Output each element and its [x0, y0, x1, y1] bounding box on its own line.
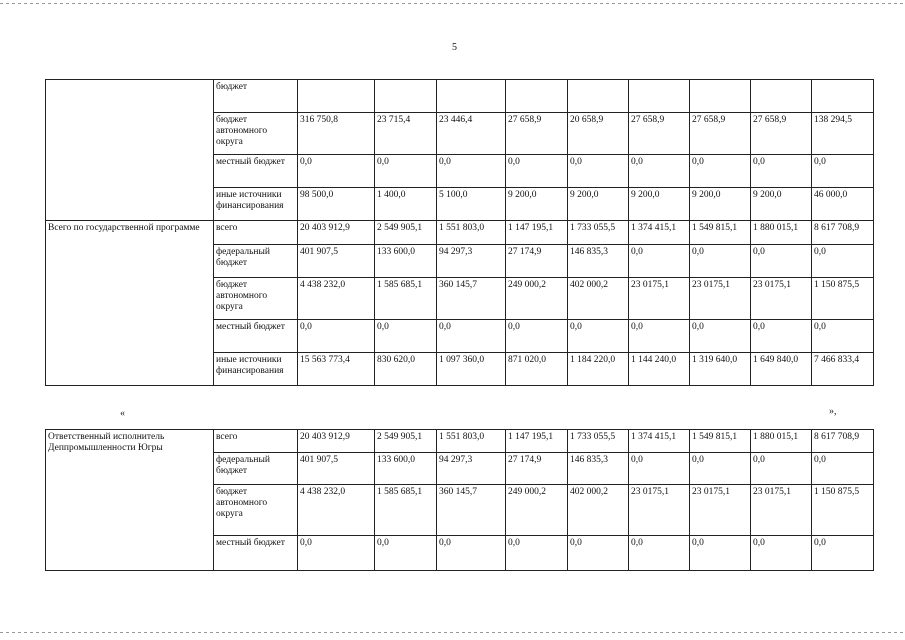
value-cell: 0,0: [751, 155, 812, 188]
value-cell: 1 147 195,1: [506, 430, 568, 453]
value-cell: 27 658,9: [506, 113, 568, 155]
value-cell: 0,0: [298, 536, 375, 571]
value-cell: 1 400,0: [375, 188, 437, 221]
value-cell: 0,0: [629, 245, 690, 278]
value-cell: 8 617 708,9: [812, 430, 874, 453]
value-cell: 2 549 905,1: [375, 430, 437, 453]
group-cell: Ответственный исполнитель Деппромышленности Югры: [46, 430, 214, 571]
value-cell: 360 145,7: [437, 278, 506, 320]
value-cell: 0,0: [568, 320, 629, 353]
budget-table-1: [45, 79, 874, 386]
value-cell: 1 649 840,0: [751, 353, 812, 386]
funding-source-cell: федеральный бюджет: [214, 453, 298, 485]
value-cell: 0,0: [629, 155, 690, 188]
value-cell: 360 145,7: [437, 485, 506, 536]
funding-source-cell: местный бюджет: [214, 536, 298, 571]
value-cell: 146 835,3: [568, 245, 629, 278]
value-cell: 23 0175,1: [690, 485, 751, 536]
value-cell: [437, 80, 506, 113]
budget-table-2: [45, 429, 874, 571]
value-cell: 0,0: [812, 453, 874, 485]
value-cell: 0,0: [812, 245, 874, 278]
value-cell: 1 733 055,5: [568, 221, 629, 245]
value-cell: 9 200,0: [751, 188, 812, 221]
value-cell: 1 585 685,1: [375, 278, 437, 320]
value-cell: 27 658,9: [690, 113, 751, 155]
value-cell: 20 403 912,9: [298, 221, 375, 245]
value-cell: 401 907,5: [298, 245, 375, 278]
value-cell: 1 549 815,1: [690, 221, 751, 245]
value-cell: 4 438 232,0: [298, 278, 375, 320]
value-cell: 0,0: [690, 536, 751, 571]
value-cell: 1 144 240,0: [629, 353, 690, 386]
value-cell: 1 097 360,0: [437, 353, 506, 386]
funding-source-cell: всего: [214, 221, 298, 245]
value-cell: [568, 80, 629, 113]
scan-border-top: [0, 3, 905, 4]
value-cell: 98 500,0: [298, 188, 375, 221]
funding-source-cell: местный бюджет: [214, 155, 298, 188]
value-cell: 0,0: [690, 453, 751, 485]
value-cell: 133 600,0: [375, 245, 437, 278]
value-cell: 1 150 875,5: [812, 278, 874, 320]
value-cell: 23 0175,1: [751, 278, 812, 320]
value-cell: 23 715,4: [375, 113, 437, 155]
group-cell: Всего по государственной программе: [46, 221, 214, 386]
value-cell: [298, 80, 375, 113]
funding-source-cell: местный бюджет: [214, 320, 298, 353]
value-cell: 27 174,9: [506, 245, 568, 278]
value-cell: 0,0: [751, 320, 812, 353]
value-cell: [506, 80, 568, 113]
value-cell: 9 200,0: [506, 188, 568, 221]
value-cell: 0,0: [568, 536, 629, 571]
value-cell: 0,0: [437, 536, 506, 571]
group-cell: [46, 80, 214, 221]
value-cell: 0,0: [375, 320, 437, 353]
value-cell: 0,0: [690, 155, 751, 188]
value-cell: 1 319 640,0: [690, 353, 751, 386]
value-cell: 830 620,0: [375, 353, 437, 386]
value-cell: 0,0: [298, 320, 375, 353]
value-cell: 0,0: [812, 320, 874, 353]
value-cell: [375, 80, 437, 113]
value-cell: [751, 80, 812, 113]
value-cell: 401 907,5: [298, 453, 375, 485]
value-cell: 1 549 815,1: [690, 430, 751, 453]
value-cell: 0,0: [812, 155, 874, 188]
value-cell: 402 000,2: [568, 278, 629, 320]
value-cell: 0,0: [751, 245, 812, 278]
value-cell: 7 466 833,4: [812, 353, 874, 386]
value-cell: 0,0: [375, 536, 437, 571]
value-cell: 23 446,4: [437, 113, 506, 155]
value-cell: [812, 80, 874, 113]
funding-source-cell: бюджет автономного округа: [214, 485, 298, 536]
scan-border-bottom: [0, 632, 905, 633]
value-cell: 0,0: [437, 155, 506, 188]
value-cell: 146 835,3: [568, 453, 629, 485]
value-cell: 23 0175,1: [751, 485, 812, 536]
value-cell: 5 100,0: [437, 188, 506, 221]
value-cell: 1 374 415,1: [629, 221, 690, 245]
funding-source-cell: иные источники финансирования: [214, 353, 298, 386]
value-cell: 0,0: [751, 536, 812, 571]
value-cell: 249 000,2: [506, 485, 568, 536]
value-cell: 1 733 055,5: [568, 430, 629, 453]
funding-source-cell: бюджет автономного округа: [214, 113, 298, 155]
value-cell: 1 184 220,0: [568, 353, 629, 386]
value-cell: 15 563 773,4: [298, 353, 375, 386]
value-cell: 94 297,3: [437, 453, 506, 485]
value-cell: 27 174,9: [506, 453, 568, 485]
value-cell: 9 200,0: [690, 188, 751, 221]
value-cell: 249 000,2: [506, 278, 568, 320]
value-cell: 0,0: [812, 536, 874, 571]
page-number: 5: [452, 42, 457, 53]
value-cell: 0,0: [690, 320, 751, 353]
value-cell: 1 551 803,0: [437, 221, 506, 245]
value-cell: 0,0: [629, 536, 690, 571]
value-cell: 0,0: [506, 320, 568, 353]
value-cell: 20 403 912,9: [298, 430, 375, 453]
funding-source-cell: федеральный бюджет: [214, 245, 298, 278]
value-cell: 27 658,9: [629, 113, 690, 155]
value-cell: 1 147 195,1: [506, 221, 568, 245]
value-cell: 23 0175,1: [690, 278, 751, 320]
value-cell: 0,0: [506, 536, 568, 571]
value-cell: 871 020,0: [506, 353, 568, 386]
value-cell: 0,0: [751, 453, 812, 485]
value-cell: 1 585 685,1: [375, 485, 437, 536]
quote-open: «: [120, 408, 125, 419]
value-cell: 0,0: [568, 155, 629, 188]
value-cell: 27 658,9: [751, 113, 812, 155]
value-cell: 402 000,2: [568, 485, 629, 536]
value-cell: [690, 80, 751, 113]
value-cell: 0,0: [437, 320, 506, 353]
value-cell: 1 374 415,1: [629, 430, 690, 453]
funding-source-cell: бюджет автономного округа: [214, 278, 298, 320]
value-cell: 23 0175,1: [629, 485, 690, 536]
value-cell: 0,0: [298, 155, 375, 188]
value-cell: 1 880 015,1: [751, 430, 812, 453]
value-cell: 0,0: [375, 155, 437, 188]
value-cell: 9 200,0: [568, 188, 629, 221]
quote-close: »,: [829, 406, 837, 417]
value-cell: 0,0: [629, 320, 690, 353]
value-cell: 94 297,3: [437, 245, 506, 278]
value-cell: 1 880 015,1: [751, 221, 812, 245]
value-cell: 0,0: [629, 453, 690, 485]
table-row: [46, 430, 874, 453]
value-cell: [629, 80, 690, 113]
value-cell: 138 294,5: [812, 113, 874, 155]
value-cell: 8 617 708,9: [812, 221, 874, 245]
funding-source-cell: бюджет: [214, 80, 298, 113]
value-cell: 2 549 905,1: [375, 221, 437, 245]
value-cell: 1 551 803,0: [437, 430, 506, 453]
table-row: [46, 80, 874, 113]
value-cell: 316 750,8: [298, 113, 375, 155]
value-cell: 133 600,0: [375, 453, 437, 485]
funding-source-cell: всего: [214, 430, 298, 453]
funding-source-cell: иные источники финансирования: [214, 188, 298, 221]
value-cell: 9 200,0: [629, 188, 690, 221]
table-row: [46, 221, 874, 245]
value-cell: 23 0175,1: [629, 278, 690, 320]
value-cell: 46 000,0: [812, 188, 874, 221]
value-cell: 0,0: [690, 245, 751, 278]
value-cell: 0,0: [506, 155, 568, 188]
value-cell: 4 438 232,0: [298, 485, 375, 536]
value-cell: 20 658,9: [568, 113, 629, 155]
value-cell: 1 150 875,5: [812, 485, 874, 536]
